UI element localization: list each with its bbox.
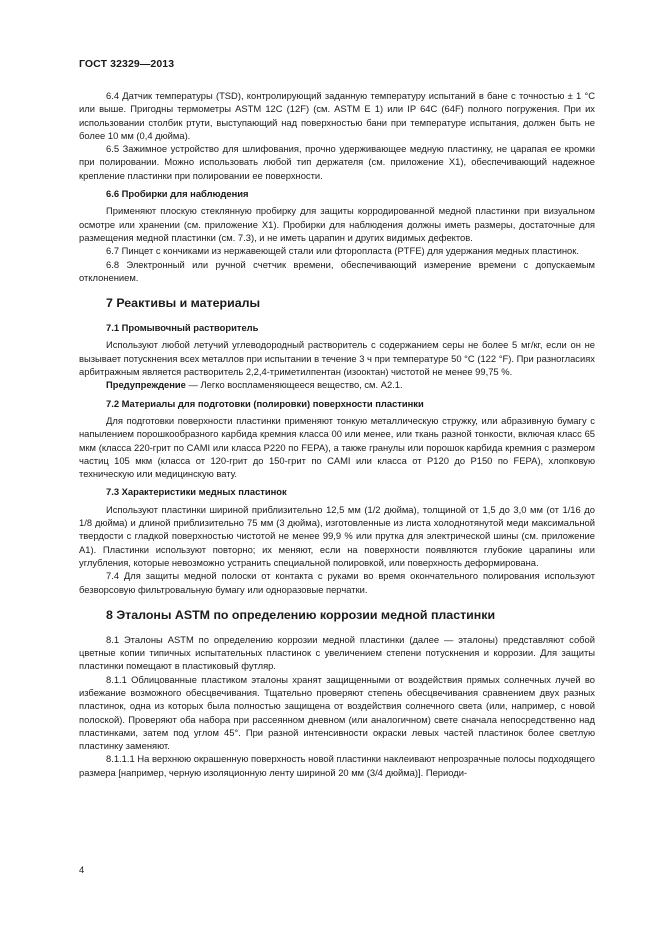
- page-body: [79, 89, 595, 779]
- section-heading-7: 7 Реактивы и материалы: [106, 296, 261, 311]
- paragraph-6-8: 6.8 Электронный или ручной счетчик времени, обеспечивающий измерение времени с допускаемым отклонением.: [79, 258, 595, 283]
- paragraph-6-7: 6.7 Пинцет с кончиками из нержавеющей стали или фторопласта (PTFE) для удержания медных пластинок.: [106, 245, 579, 257]
- section-heading-8: 8 Эталоны ASTM по определению коррозии медной пластинки: [106, 607, 496, 622]
- paragraph-6-6: Применяют плоскую стеклянную пробирку для защиты корродированной медной пластинки при визуальном осмотре или хранении (см. приложение X1). Пробирки для наблюдения должны иметь размеры, достаточные для размещения медной пластинки (см. 7.3), и не иметь царапин и других видимых дефектов.: [79, 205, 595, 243]
- subsection-heading-6-6: 6.6 Пробирки для наблюдения: [106, 188, 249, 200]
- paragraph-7-4: 7.4 Для защиты медной полоски от контакта с руками во время окончательного полирования используют безворсовую фильтровальную бумагу или одноразовые перчатки.: [79, 570, 595, 595]
- warning-note: [79, 378, 595, 391]
- paragraph-7-3: Используют пластинки шириной приблизительно 12,5 мм (1/2 дюйма), толщиной от 1,5 до 3,0 мм (от 1/16 до 1/8 дюйма) и длиной приблизительно 75 мм (3 дюйма), изготовленные из листа холоднотянутой меди максимальной твердости с гладкой поверхностью чистотой не менее 99,9 % или прутка для электрической шины (см. приложение А1). Пластинки используют повторно; их меняют, если на поверхности появляются глубокие царапины или углубления, которые невозможно устранить специальной полировкой, или поверхность деформирована.: [79, 503, 595, 568]
- subsection-heading-7-2: 7.2 Материалы для подготовки (полировки) поверхности пластинки: [106, 397, 424, 409]
- paragraph-8-1-1: 8.1.1 Облицованные пластиком эталоны хранят защищенными от воздействия прямых солнечных лучей во избежание возможного обесцвечивания. Тщательно проверяют степень обесцвечивания сравнением двух разных пластинок, одна из которых была полностью защищена от воздействия солнечного света (или, например, с новой полоской). Проверяют оба набора при рассеянном дневном (или аналогичном) свете сначала непосредственно над пластинками, затем под углом 45°. При разной интенсивности окраски левых частей пластинок более светлую пластинку заменяют.: [79, 673, 595, 752]
- paragraph-7-2: Для подготовки поверхности пластинки применяют тонкую металлическую стружку, или абразивную бумагу с напылением порошкообразного карбида кремния класса 00 или менее, или ткань разной тонкости, включая класс 65 мкм (класса 220-грит по CAMI или класса P220 по FEPA), а также гранулы или порошок карбида кремния с размером частиц 105 мкм (класса от 120-грит до 150-грит по CAMI или класса от P120 до P150 по FEPA), хлопковую техническую или медицинскую вату.: [79, 414, 595, 480]
- paragraph-6-4: 6.4 Датчик температуры (TSD), контролирующий заданную температуру испытаний в бане с точностью ± 1 °С или выше. Пригодны термометры ASTM 12С (12F) (см. ASTM E 1) или IP 64С (64F) полного погружения. При их использовании столбик ртути, выступающий над поверхностью бани при температуре испытания, должен быть не более 10 мм (0,4 дюйма).: [79, 90, 595, 141]
- warning-text: — Легко воспламеняющееся вещество, см. А2.1.: [185, 379, 403, 391]
- page-number: 4: [79, 864, 85, 875]
- warning-label: Предупреждение: [106, 379, 186, 391]
- paragraph-8-1: 8.1 Эталоны ASTM по определению коррозии медной пластинки (далее — эталоны) представляют собой цветные копии типичных испытательных пластинок с увеличением степени потускнения и коррозии. Для защиты пластинки помещают в пластиковый футляр.: [79, 633, 595, 672]
- paragraph-7-1: Используют любой летучий углеводородный растворитель с содержанием серы не более 5 мг/кг, если он не вызывает потускнения всех металлов при испытании в течение 3 ч при температуре 50 °С (122 °F). При разногласиях арбитражным является растворитель 2,2,4-триметилпентан (изооктан) чистотой не менее 99,75 %.: [79, 339, 595, 378]
- subsection-heading-7-1: 7.1 Промывочный растворитель: [106, 322, 259, 334]
- paragraph-8-1-1-1: 8.1.1.1 На верхнюю окрашенную поверхность новой пластинки наклеивают непрозрачные полосы подходящего размера [например, черную изоляционную ленту шириной 20 мм (3/4 дюйма)]. Периоди-: [79, 753, 595, 778]
- document-header: ГОСТ 32329—2013: [79, 58, 175, 70]
- paragraph-6-5: 6.5 Зажимное устройство для шлифования, прочно удерживающее медную пластинку, не царапая ее кромки при полировании. Можно использовать любой тип держателя (см. приложение X1), обеспечивающий надежное крепление пластинки при полировании ее поверхности.: [79, 143, 595, 181]
- subsection-heading-7-3: 7.3 Характеристики медных пластинок: [106, 486, 287, 498]
